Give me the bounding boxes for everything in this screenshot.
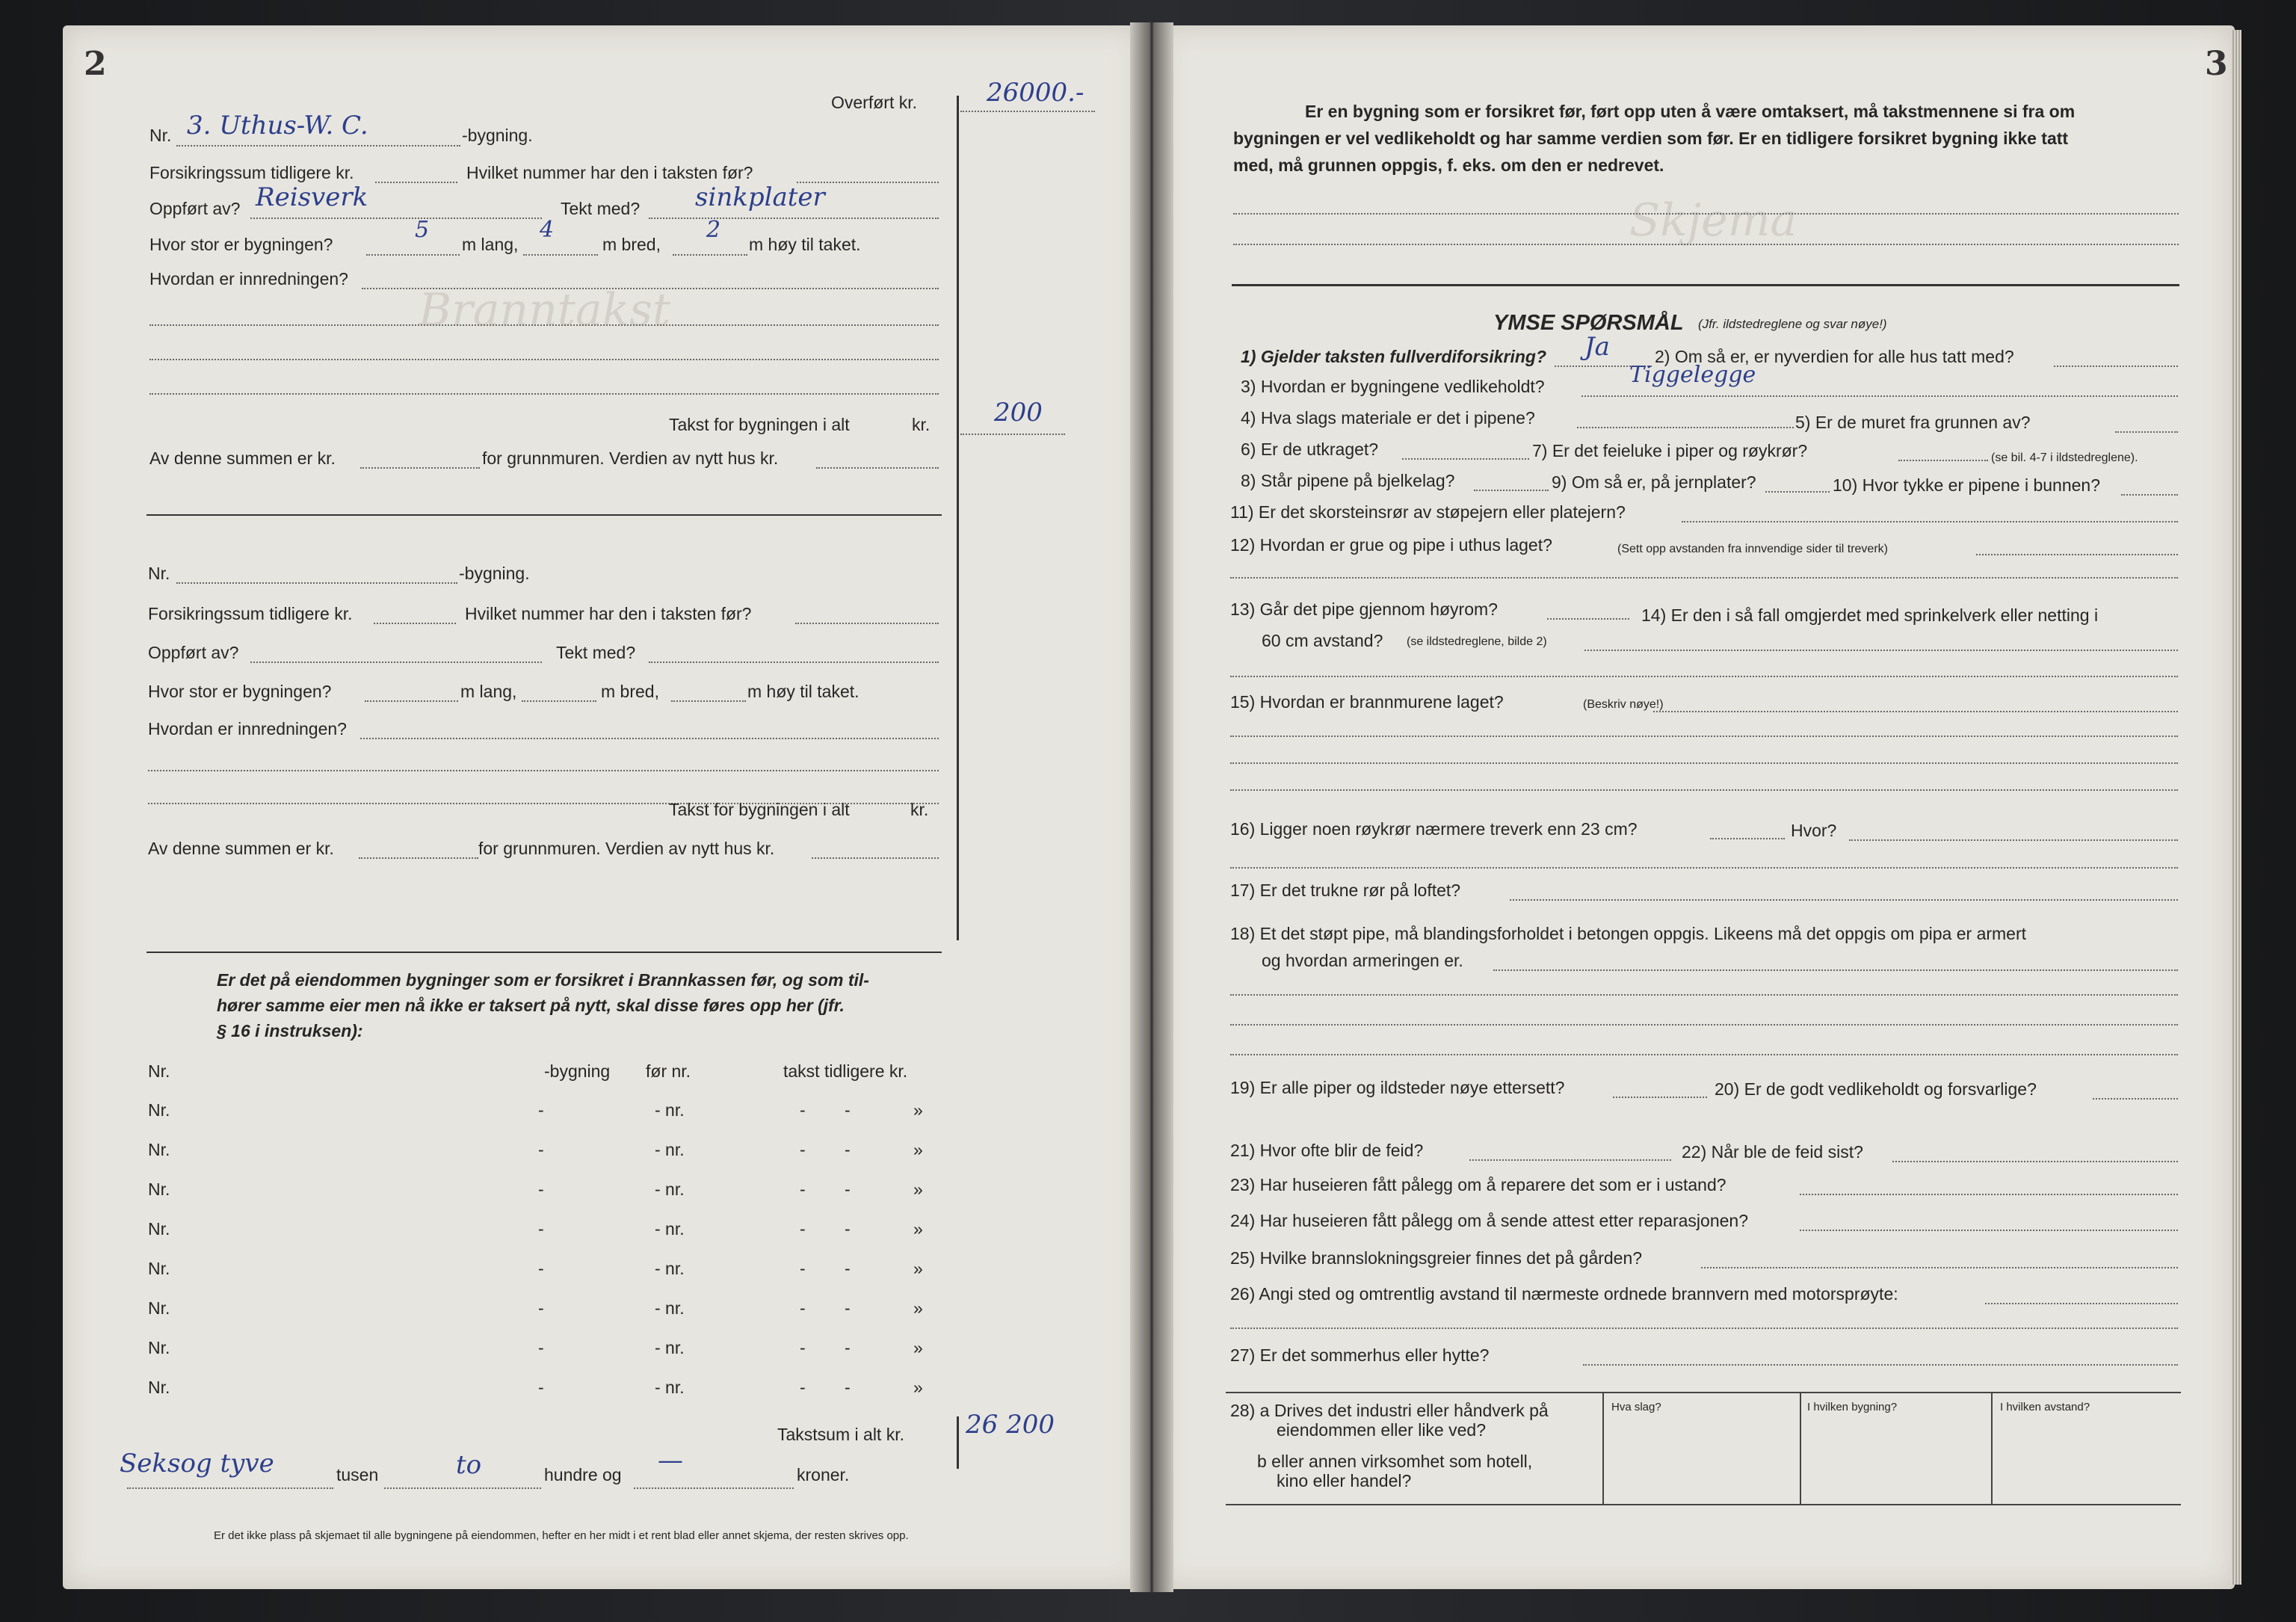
oppfort-label: Oppført av? (149, 199, 241, 218)
hvilket-label: Hvilket nummer har den i taksten før? (465, 604, 752, 623)
row-dash: - (800, 1259, 806, 1278)
row-dash: - (538, 1338, 544, 1357)
takst-label: Takst for bygningen i alt (669, 800, 850, 819)
row-dash: - (800, 1338, 806, 1357)
q4: 4) Hva slags materiale er det i pipene? (1241, 408, 1535, 428)
oppfort-label: Oppført av? (148, 643, 239, 662)
hundre-label: hundre og (544, 1465, 622, 1484)
row-ditto: » (913, 1338, 923, 1357)
oppfort-value: Reisverk (256, 182, 368, 212)
note-line: hører samme eier men nå ikke er taksert på nytt, skal disse føres opp her (jfr. (217, 996, 845, 1015)
stor-label: Hvor stor er bygningen? (149, 235, 333, 254)
row-for-nr: - nr. (655, 1338, 685, 1357)
nr-label: Nr. (149, 126, 172, 145)
lang-label: m lang, (460, 682, 517, 701)
nr-value: 3. Uthus-W. C. (187, 111, 368, 141)
transfer-label: Overført kr. (831, 93, 917, 112)
row-ditto: » (913, 1140, 923, 1159)
takst-label: Takst for bygningen i alt (669, 415, 850, 434)
takst-value: 200 (994, 398, 1043, 428)
bleed-through: Branntakst (419, 284, 670, 336)
q6: 6) Er de utkraget? (1241, 440, 1379, 459)
table-header-takst: takst tidligere kr. (783, 1061, 908, 1081)
q3-answer: Tiggelegge (1629, 362, 1756, 388)
heading-note: (Jfr. ildstedreglene og svar nøye!) (1698, 317, 1887, 331)
q26: 26) Angi sted og omtrentlig avstand til nærmeste ordnede brannvern med motorsprøyte: (1230, 1284, 1898, 1304)
q7-note: (se bil. 4-7 i ildstedreglene). (1991, 451, 2138, 464)
bred-label: m bred, (602, 235, 661, 254)
col-avstand: I hvilken avstand? (2000, 1401, 2090, 1413)
row-dash: - (800, 1298, 806, 1318)
tekt-value: sinkplater (695, 182, 825, 212)
stor-label: Hvor stor er bygningen? (148, 682, 332, 701)
table-header-for-nr: før nr. (646, 1061, 691, 1081)
q9: 9) Om så er, på jernplater? (1552, 472, 1756, 492)
row-ditto: » (913, 1100, 923, 1120)
og-value: — (658, 1446, 683, 1475)
hvilket-label: Hvilket nummer har den i taksten før? (466, 163, 753, 182)
takstsum-value: 26 200 (966, 1410, 1055, 1440)
row-nr: Nr. (148, 1219, 170, 1239)
row-nr: Nr. (148, 1338, 170, 1357)
q23: 23) Har huseieren fått pålegg om å reparere det som er i ustand? (1230, 1175, 1726, 1194)
column-rule (957, 96, 959, 940)
row-for-nr: - nr. (655, 1378, 685, 1397)
row-dash: - (845, 1180, 851, 1199)
q17: 17) Er det trukne rør på loftet? (1230, 881, 1461, 900)
forsikring-label: Forsikringssum tidligere kr. (148, 604, 353, 623)
tekt-label: Tekt med? (556, 643, 636, 662)
bygning-label: -bygning. (459, 564, 530, 583)
row-dash: - (538, 1140, 544, 1159)
page-number-right: 3 (2205, 45, 2228, 83)
row-dash: - (845, 1100, 851, 1120)
row-dash: - (538, 1180, 544, 1199)
transfer-value: 26000.- (987, 78, 1084, 108)
row-dash: - (538, 1378, 544, 1397)
q18b: og hvordan armeringen er. (1262, 951, 1463, 970)
table-header-nr: Nr. (148, 1061, 170, 1081)
q1-answer: Ja (1584, 332, 1610, 362)
book-spine (1130, 22, 1173, 1592)
q12: 12) Hvordan er grue og pipe i uthus laget? (1230, 535, 1552, 555)
tekt-label: Tekt med? (561, 199, 641, 218)
section-rule (146, 514, 942, 516)
q15-note: (Beskriv nøye!) (1583, 698, 1664, 711)
row-dash: - (800, 1219, 806, 1239)
row-for-nr: - nr. (655, 1259, 685, 1278)
row-nr: Nr. (148, 1378, 170, 1397)
q14-note: (se ildstedreglene, bilde 2) (1407, 635, 1547, 648)
page-number-left: 2 (84, 45, 107, 83)
words-value: Seksog tyve (120, 1449, 274, 1478)
q11: 11) Er det skorsteinsrør av støpejern eller platejern? (1230, 502, 1626, 522)
row-dash: - (845, 1378, 851, 1397)
col-bygning: I hvilken bygning? (1807, 1401, 1898, 1413)
row-ditto: » (913, 1298, 923, 1318)
grunnmur-label: for grunnmuren. Verdien av nytt hus kr. (482, 448, 779, 468)
row-for-nr: - nr. (655, 1100, 685, 1120)
q15: 15) Hvordan er brannmurene laget? (1230, 692, 1504, 712)
hoy-value: 2 (706, 217, 721, 243)
q14b: 60 cm avstand? (1262, 631, 1383, 650)
row-dash: - (538, 1259, 544, 1278)
row-ditto: » (913, 1180, 923, 1199)
row-dash: - (845, 1338, 851, 1357)
q27: 27) Er det sommerhus eller hytte? (1230, 1345, 1490, 1365)
bred-value: 4 (540, 217, 555, 243)
row-nr: Nr. (148, 1180, 170, 1199)
left-page (63, 25, 1144, 1589)
lang-label: m lang, (462, 235, 519, 254)
q2: 2) Om så er, er nyverdien for alle hus tatt med? (1655, 347, 2014, 366)
q5: 5) Er de muret fra grunnen av? (1795, 413, 2031, 432)
q19: 19) Er alle piper og ildsteder nøye ettersett? (1230, 1078, 1565, 1097)
q3: 3) Hvordan er bygningene vedlikeholdt? (1241, 377, 1545, 396)
q28a-line1: 28) a Drives det industri eller håndverk på (1230, 1401, 1549, 1420)
q18: 18) Et det støpt pipe, må blandingsforholdet i betongen oppgis. Likeens må det oppgis om pipa er armert (1230, 924, 2027, 943)
row-nr: Nr. (148, 1140, 170, 1159)
q7: 7) Er det feieluke i piper og røykrør? (1532, 441, 1808, 460)
intro-line: med, må grunnen oppgis, f. eks. om den er nedrevet. (1233, 155, 1664, 175)
q16b: Hvor? (1791, 821, 1837, 840)
q28b-line2: kino eller handel? (1277, 1471, 1412, 1490)
row-dash: - (538, 1298, 544, 1318)
kr-label: kr. (912, 415, 931, 434)
note-line: § 16 i instruksen): (217, 1021, 363, 1040)
row-ditto: » (913, 1259, 923, 1278)
forsikring-label: Forsikringssum tidligere kr. (149, 163, 354, 182)
grunnmur-label: for grunnmuren. Verdien av nytt hus kr. (478, 839, 775, 858)
intro-line: Er en bygning som er forsikret før, ført opp uten å være omtaksert, må takstmennene si fra om (1305, 102, 2076, 121)
bleed-through: Skjema (1629, 194, 1797, 247)
nr-label: Nr. (148, 564, 170, 583)
col-hva-slag: Hva slag? (1611, 1401, 1661, 1413)
bred-label: m bred, (601, 682, 659, 701)
q24: 24) Har huseieren fått pålegg om å sende attest etter reparasjonen? (1230, 1211, 1748, 1230)
hoy-label: m høy til taket. (749, 235, 861, 254)
intro-line: bygningen er vel vedlikeholdt og har samme verdien som før. Er en tidligere forsikret bygning ikke tatt (1233, 129, 2069, 148)
q8: 8) Står pipene på bjelkelag? (1241, 471, 1455, 490)
table-header-bygning: -bygning (544, 1061, 611, 1081)
innredning-label: Hvordan er innredningen? (148, 719, 347, 738)
q12-note: (Sett opp avstanden fra innvendige sider til treverk) (1617, 543, 1888, 555)
q16: 16) Ligger noen røykrør nærmere treverk enn 23 cm? (1230, 819, 1638, 839)
section-rule (1232, 284, 2179, 286)
row-for-nr: - nr. (655, 1219, 685, 1239)
row-for-nr: - nr. (655, 1140, 685, 1159)
row-nr: Nr. (148, 1259, 170, 1278)
q10: 10) Hvor tykke er pipene i bunnen? (1833, 475, 2100, 495)
q1: 1) Gjelder taksten fullverdiforsikring? (1241, 347, 1546, 366)
q20: 20) Er de godt vedlikeholdt og forsvarlige? (1715, 1079, 2037, 1099)
hoy-label: m høy til taket. (747, 682, 860, 701)
q13: 13) Går det pipe gjennom høyrom? (1230, 599, 1498, 619)
row-for-nr: - nr. (655, 1180, 685, 1199)
row-ditto: » (913, 1219, 923, 1239)
row-dash: - (800, 1180, 806, 1199)
page-edges (2231, 30, 2241, 1585)
innredning-label: Hvordan er innredningen? (149, 269, 348, 289)
q25: 25) Hvilke brannslokningsgreier finnes det på gården? (1230, 1248, 1643, 1268)
av-label: Av denne summen er kr. (148, 839, 334, 858)
kr-label: kr. (910, 800, 929, 819)
section-rule (146, 952, 942, 953)
row-dash: - (845, 1219, 851, 1239)
tusen-label: tusen (336, 1465, 379, 1484)
q22: 22) Når ble de feid sist? (1682, 1142, 1863, 1162)
row-dash: - (538, 1219, 544, 1239)
kroner-label: kroner. (797, 1465, 850, 1484)
q28b-line1: b eller annen virksomhet som hotell, (1257, 1452, 1533, 1471)
hundre-value: to (456, 1450, 482, 1480)
note-line: Er det på eiendommen bygninger som er forsikret i Brannkassen før, og som til- (217, 970, 869, 990)
row-for-nr: - nr. (655, 1298, 685, 1318)
row-nr: Nr. (148, 1298, 170, 1318)
bygning-label: -bygning. (462, 126, 533, 145)
lang-value: 5 (415, 217, 430, 243)
row-dash: - (845, 1259, 851, 1278)
q14: 14) Er den i så fall omgjerdet med sprinkelverk eller netting i (1641, 605, 2099, 625)
row-nr: Nr. (148, 1100, 170, 1120)
row-dash: - (800, 1378, 806, 1397)
footer-note: Er det ikke plass på skjemaet til alle bygningene på eiendommen, hefter en her midt i et rent blad eller annet skjema, der resten skrives opp. (214, 1529, 909, 1542)
row-dash: - (845, 1298, 851, 1318)
row-dash: - (800, 1100, 806, 1120)
q21: 21) Hvor ofte blir de feid? (1230, 1141, 1424, 1160)
questions-heading: YMSE SPØRSMÅL (1493, 311, 1684, 335)
av-label: Av denne summen er kr. (149, 448, 336, 468)
row-dash: - (538, 1100, 544, 1120)
row-dash: - (845, 1140, 851, 1159)
row-ditto: » (913, 1378, 923, 1397)
q28a-line2: eiendommen eller like ved? (1277, 1420, 1486, 1440)
column-rule (957, 1416, 959, 1469)
takstsum-label: Takstsum i alt kr. (777, 1425, 904, 1444)
row-dash: - (800, 1140, 806, 1159)
